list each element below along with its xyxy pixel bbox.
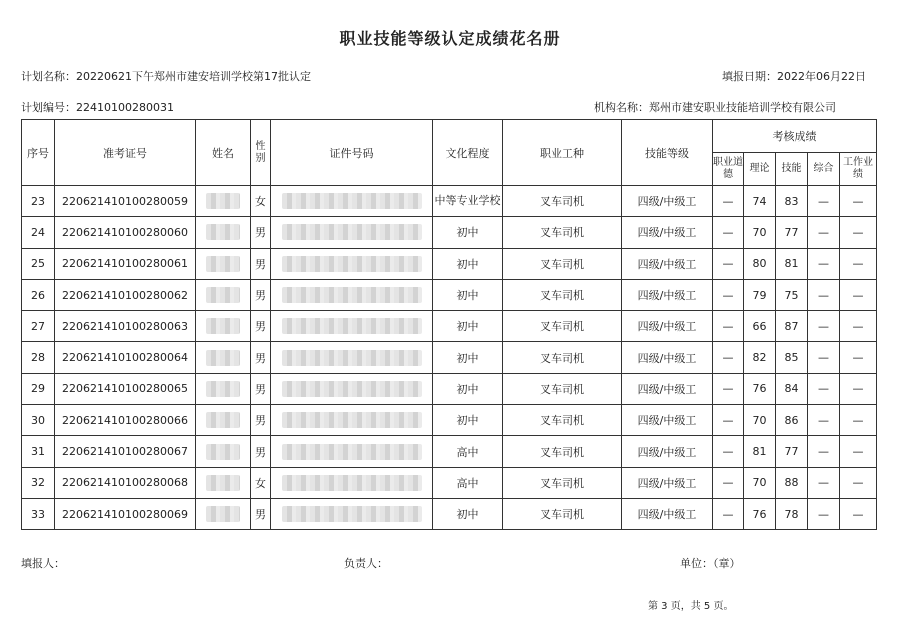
row-education: 初中 [433,311,503,342]
row-overall: — [808,498,840,529]
score-roster-table [21,119,877,530]
row-education: 初中 [433,248,503,279]
row-occupation: 叉车司机 [503,342,622,373]
row-work: — [840,436,877,467]
row-work: — [840,498,877,529]
row-name [196,279,251,310]
redacted-block [206,506,240,522]
row-education: 中等专业学校 [433,186,503,217]
row-gender: 男 [251,498,271,529]
row-theory: 80 [744,248,776,279]
plan-name-line [21,68,311,84]
row-ticket: 220621410100280059 [55,186,196,217]
row-theory: 70 [744,467,776,498]
responsible-label: 负责人： [344,557,388,570]
table-row [22,311,877,342]
row-skill: 78 [776,498,808,529]
row-work: — [840,248,877,279]
row-ticket: 220621410100280064 [55,342,196,373]
org-value: 郑州市建安职业技能培训学校有限公司 [649,101,836,114]
header-education: 文化程度 [433,120,503,186]
fill-date-line [722,68,866,84]
header-work: 工作业绩 [840,153,877,186]
row-gender: 男 [251,436,271,467]
row-id-no [271,373,433,404]
row-work: — [840,467,877,498]
row-skill-level: 四级/中级工 [622,436,713,467]
row-name [196,467,251,498]
row-seq: 33 [22,498,55,529]
org-line [594,99,836,115]
row-id-no [271,217,433,248]
row-ticket: 220621410100280068 [55,467,196,498]
header-name: 姓名 [196,120,251,186]
table-row [22,498,877,529]
header-ticket: 准考证号 [55,120,196,186]
header-overall: 综合 [808,153,840,186]
row-ethics: — [713,342,744,373]
row-overall: — [808,217,840,248]
row-ticket: 220621410100280061 [55,248,196,279]
redacted-block [282,256,422,272]
row-id-no [271,248,433,279]
plan-name-value: 20220621下午郑州市建安培训学校第17批认定 [76,70,311,83]
row-skill: 77 [776,217,808,248]
row-ticket: 220621410100280065 [55,373,196,404]
redacted-block [206,412,240,428]
row-overall: — [808,279,840,310]
row-id-no [271,436,433,467]
row-skill: 84 [776,373,808,404]
redacted-block [206,475,240,491]
row-seq: 29 [22,373,55,404]
row-occupation: 叉车司机 [503,311,622,342]
header-scores: 考核成绩 [713,120,877,153]
redacted-block [282,318,422,334]
row-theory: 76 [744,498,776,529]
row-ticket: 220621410100280063 [55,311,196,342]
row-education: 高中 [433,436,503,467]
row-ethics: — [713,217,744,248]
redacted-block [282,381,422,397]
row-skill-level: 四级/中级工 [622,342,713,373]
row-name [196,405,251,436]
table-row [22,248,877,279]
row-ticket: 220621410100280066 [55,405,196,436]
row-ethics: — [713,405,744,436]
row-name [196,311,251,342]
row-skill-level: 四级/中级工 [622,311,713,342]
row-theory: 74 [744,186,776,217]
row-occupation: 叉车司机 [503,467,622,498]
org-label: 机构名称： [594,101,649,114]
row-name [196,436,251,467]
row-skill: 88 [776,467,808,498]
row-skill: 87 [776,311,808,342]
redacted-block [282,350,422,366]
row-gender: 男 [251,248,271,279]
row-work: — [840,405,877,436]
redacted-block [206,350,240,366]
row-ticket: 220621410100280067 [55,436,196,467]
row-theory: 76 [744,373,776,404]
row-theory: 81 [744,436,776,467]
row-id-no [271,467,433,498]
row-skill: 86 [776,405,808,436]
row-name [196,498,251,529]
row-seq: 32 [22,467,55,498]
table-row [22,279,877,310]
row-name [196,342,251,373]
row-ticket: 220621410100280062 [55,279,196,310]
row-ethics: — [713,186,744,217]
redacted-block [206,444,240,460]
redacted-block [206,287,240,303]
plan-name-label: 计划名称： [21,70,76,83]
row-id-no [271,311,433,342]
table-row [22,342,877,373]
redacted-block [206,193,240,209]
row-gender: 男 [251,373,271,404]
row-skill-level: 四级/中级工 [622,217,713,248]
row-seq: 26 [22,279,55,310]
row-gender: 男 [251,342,271,373]
row-ethics: — [713,498,744,529]
redacted-block [282,444,422,460]
fill-date-value: 2022年06月22日 [777,70,866,83]
header-ethics: 职业道德 [713,153,744,186]
row-theory: 70 [744,405,776,436]
row-seq: 30 [22,405,55,436]
row-gender: 女 [251,467,271,498]
row-ethics: — [713,373,744,404]
row-seq: 27 [22,311,55,342]
row-occupation: 叉车司机 [503,373,622,404]
row-overall: — [808,311,840,342]
row-skill-level: 四级/中级工 [622,373,713,404]
row-work: — [840,342,877,373]
row-ethics: — [713,279,744,310]
header-gender: 性别 [251,120,271,186]
row-occupation: 叉车司机 [503,498,622,529]
row-skill-level: 四级/中级工 [622,248,713,279]
table-row [22,217,877,248]
redacted-block [282,475,422,491]
row-occupation: 叉车司机 [503,186,622,217]
row-id-no [271,498,433,529]
row-name [196,217,251,248]
row-gender: 男 [251,217,271,248]
page-number: 第 3 页，共 5 页。 [648,601,734,612]
row-id-no [271,279,433,310]
header-theory: 理论 [744,153,776,186]
row-education: 初中 [433,373,503,404]
row-education: 高中 [433,467,503,498]
row-education: 初中 [433,405,503,436]
row-skill: 75 [776,279,808,310]
row-name [196,373,251,404]
redacted-block [282,412,422,428]
row-skill-level: 四级/中级工 [622,405,713,436]
row-overall: — [808,373,840,404]
header-seq: 序号 [22,120,55,186]
row-theory: 70 [744,217,776,248]
row-theory: 66 [744,311,776,342]
redacted-block [206,318,240,334]
row-skill: 85 [776,342,808,373]
row-ethics: — [713,311,744,342]
row-work: — [840,279,877,310]
page-title: 职业技能等级认定成绩花名册 [339,29,561,48]
redacted-block [206,256,240,272]
header-skill-level: 技能等级 [622,120,713,186]
row-education: 初中 [433,279,503,310]
row-skill: 81 [776,248,808,279]
header-id-no: 证件号码 [271,120,433,186]
row-overall: — [808,342,840,373]
row-occupation: 叉车司机 [503,436,622,467]
row-gender: 男 [251,311,271,342]
row-gender: 男 [251,279,271,310]
table-row [22,405,877,436]
row-work: — [840,186,877,217]
row-theory: 79 [744,279,776,310]
row-seq: 31 [22,436,55,467]
row-overall: — [808,186,840,217]
row-name [196,248,251,279]
table-row [22,436,877,467]
row-gender: 男 [251,405,271,436]
row-overall: — [808,405,840,436]
row-skill-level: 四级/中级工 [622,186,713,217]
row-ethics: — [713,436,744,467]
row-work: — [840,373,877,404]
row-id-no [271,186,433,217]
row-ticket: 220621410100280060 [55,217,196,248]
row-skill: 83 [776,186,808,217]
plan-no-line [21,99,174,115]
header-skill: 技能 [776,153,808,186]
table-row [22,186,877,217]
row-seq: 24 [22,217,55,248]
row-seq: 23 [22,186,55,217]
table-row [22,467,877,498]
row-occupation: 叉车司机 [503,405,622,436]
row-gender: 女 [251,186,271,217]
redacted-block [282,193,422,209]
row-ethics: — [713,248,744,279]
row-overall: — [808,467,840,498]
row-id-no [271,342,433,373]
filler-label: 填报人： [21,557,65,570]
row-overall: — [808,436,840,467]
row-work: — [840,217,877,248]
row-skill-level: 四级/中级工 [622,498,713,529]
row-skill-level: 四级/中级工 [622,279,713,310]
row-occupation: 叉车司机 [503,279,622,310]
row-education: 初中 [433,498,503,529]
table-row [22,373,877,404]
row-work: — [840,311,877,342]
redacted-block [206,381,240,397]
header-occupation: 职业工种 [503,120,622,186]
row-ticket: 220621410100280069 [55,498,196,529]
redacted-block [282,287,422,303]
row-ethics: — [713,467,744,498]
row-occupation: 叉车司机 [503,217,622,248]
row-overall: — [808,248,840,279]
plan-no-label: 计划编号： [21,101,76,114]
row-skill: 77 [776,436,808,467]
unit-seal-label: 单位：（章） [680,557,741,570]
row-skill-level: 四级/中级工 [622,467,713,498]
redacted-block [282,224,422,240]
row-id-no [271,405,433,436]
row-education: 初中 [433,217,503,248]
redacted-block [282,506,422,522]
row-occupation: 叉车司机 [503,248,622,279]
plan-no-value: 22410100280031 [76,101,174,114]
redacted-block [206,224,240,240]
row-seq: 28 [22,342,55,373]
row-education: 初中 [433,342,503,373]
fill-date-label: 填报日期： [722,70,777,83]
row-name [196,186,251,217]
row-seq: 25 [22,248,55,279]
row-theory: 82 [744,342,776,373]
